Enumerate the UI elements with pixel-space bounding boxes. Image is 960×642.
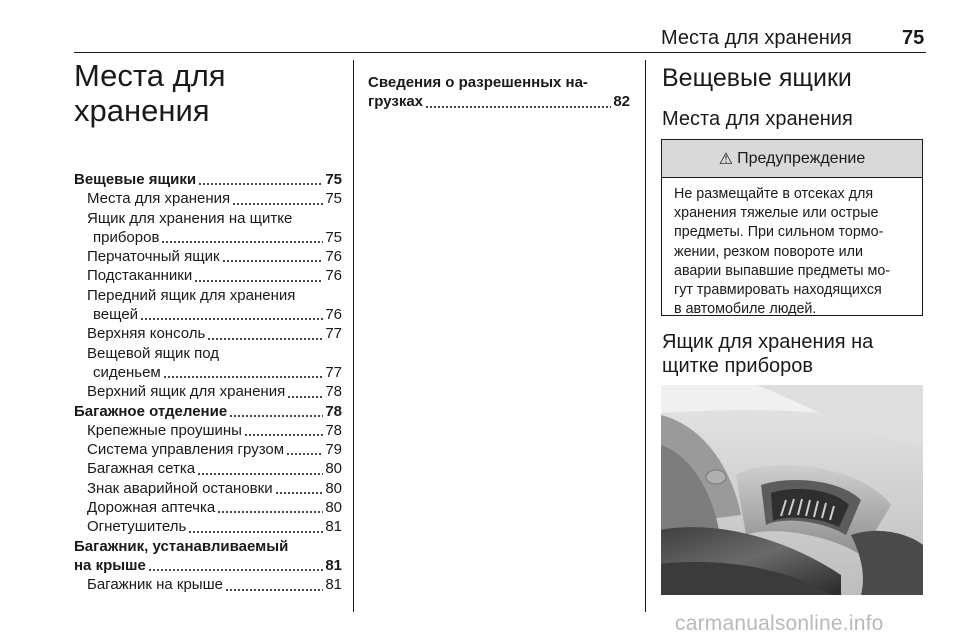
toc-leader-dots: [140, 318, 323, 320]
toc-entry[interactable]: [74, 382, 342, 401]
toc-entry-page: 80: [325, 499, 342, 517]
toc-entry-page: 77: [325, 363, 342, 381]
subsection-title: Места для хранения: [662, 108, 853, 130]
table-of-contents: [74, 170, 342, 595]
toc-entry[interactable]: [74, 479, 342, 498]
toc-leader-dots: [229, 415, 323, 417]
toc-entry[interactable]: [74, 286, 342, 325]
toc-entry[interactable]: [74, 537, 342, 576]
toc-entry-label: Багажник на крыше: [87, 576, 223, 594]
toc-entry-page: 79: [325, 441, 342, 459]
warning-text-line: аварии выпавшие предметы мо-: [674, 262, 891, 279]
warning-box: [661, 139, 923, 316]
warning-text-line: предметы. При сильном тормо-: [674, 224, 884, 241]
toc-entry-page: 78: [325, 421, 342, 439]
toc-entry-page: 76: [325, 306, 342, 324]
toc-entry-page: 75: [325, 228, 342, 246]
toc-entry-label: Багажная сетка: [87, 460, 196, 478]
toc-entry-label: Крепежные проушины: [87, 421, 242, 439]
table-of-contents-continued: [368, 73, 630, 112]
toc-entry-page: 76: [325, 248, 342, 266]
toc-entry[interactable]: [74, 189, 342, 208]
header-page-number: 75: [902, 27, 925, 49]
watermark: carmanualsonline.info: [675, 612, 884, 635]
column-divider: [353, 60, 354, 612]
toc-entry-page: 81: [325, 556, 342, 574]
toc-leader-dots: [198, 183, 323, 185]
warning-triangle-icon: ⚠: [718, 150, 734, 168]
toc-entry[interactable]: [74, 209, 342, 248]
toc-entry-label: Подстаканники: [87, 267, 193, 285]
column-divider: [645, 60, 646, 612]
toc-entry-label: Багажное отделение: [74, 402, 228, 420]
toc-entry-page: 80: [325, 460, 342, 478]
toc-entry[interactable]: [74, 247, 342, 266]
toc-leader-dots: [188, 531, 323, 533]
section-title: Вещевые ящики: [662, 64, 852, 92]
toc-entry-page: 80: [325, 479, 342, 497]
toc-leader-dots: [163, 376, 324, 378]
warning-header: [662, 140, 922, 178]
toc-leader-dots: [161, 241, 323, 243]
toc-entry-label: Система управления грузом: [87, 441, 285, 459]
toc-leader-dots: [207, 338, 323, 340]
toc-entry-label: Багажник, устанавливаемый на крыше 81: [74, 537, 342, 574]
toc-entry-page: 81: [325, 518, 342, 536]
toc-entry[interactable]: [74, 421, 342, 440]
toc-leader-dots: [225, 589, 323, 591]
toc-entry-page: 75: [325, 171, 342, 188]
toc-leader-dots: [217, 511, 323, 513]
toc-leader-dots: [287, 396, 323, 398]
toc-leader-dots: [286, 453, 323, 455]
header-title: Места для хранения: [661, 27, 852, 49]
toc-entry[interactable]: [74, 170, 342, 189]
toc-entry[interactable]: [74, 344, 342, 383]
toc-leader-dots: [222, 260, 324, 262]
toc-entry-label: Верхний ящик для хранения: [87, 383, 286, 401]
toc-entry-page: 82: [613, 93, 630, 111]
toc-entry-label: Дорожная аптечка: [87, 499, 216, 517]
toc-entry-page: 78: [325, 402, 342, 420]
subsection-title-line: щитке приборов: [662, 355, 814, 377]
toc-entry-label: Передний ящик для хранения вещей 76: [87, 286, 342, 324]
toc-entry-page: 81: [325, 576, 342, 594]
toc-leader-dots: [232, 203, 323, 205]
toc-entry[interactable]: [74, 459, 342, 478]
warning-text-line: жении, резком повороте или: [674, 243, 863, 260]
toc-leader-dots: [197, 473, 323, 475]
toc-entry-label: Сведения о разрешенных на- грузках 82: [368, 74, 630, 111]
toc-leader-dots: [275, 492, 324, 494]
toc-entry[interactable]: [74, 498, 342, 517]
toc-entry-label: Ящик для хранения на щитке приборов 75: [87, 209, 342, 246]
warning-title: Предупреждение: [737, 149, 866, 167]
toc-entry-page: 76: [325, 267, 342, 285]
warning-text-line: хранения тяжелые или острые: [674, 205, 879, 222]
toc-entry[interactable]: [74, 440, 342, 459]
warning-text-line: в автомобиле людей.: [674, 301, 817, 318]
toc-entry-page: 75: [325, 190, 342, 208]
header-rule: [74, 52, 926, 53]
toc-entry[interactable]: [74, 402, 342, 421]
subsection-title-line: Ящик для хранения на: [662, 331, 874, 353]
chapter-title: Места для хранения: [74, 58, 226, 128]
toc-entry-label: Верхняя консоль: [87, 325, 206, 343]
toc-entry[interactable]: [74, 517, 342, 536]
toc-entry-label: Перчаточный ящик: [87, 248, 220, 266]
warning-text-line: гут травмировать находящихся: [674, 282, 882, 299]
toc-leader-dots: [425, 106, 611, 108]
toc-leader-dots: [194, 280, 323, 282]
toc-entry[interactable]: [74, 324, 342, 343]
toc-entry-label: Места для хранения: [87, 190, 231, 208]
toc-entry[interactable]: [368, 73, 630, 112]
toc-entry-page: 77: [325, 325, 342, 343]
toc-entry-label: Вещевые ящики: [74, 171, 197, 188]
toc-entry-label: Вещевой ящик под сиденьем 77: [87, 344, 342, 381]
toc-entry-page: 78: [325, 383, 342, 401]
toc-entry[interactable]: [74, 266, 342, 285]
warning-text: [662, 178, 922, 319]
warning-text-line: Не размещайте в отсеках для: [674, 186, 874, 202]
toc-entry-label: Знак аварийной остановки: [87, 479, 273, 497]
toc-leader-dots: [148, 569, 323, 571]
toc-leader-dots: [244, 434, 323, 436]
toc-entry-label: Огнетушитель: [87, 518, 187, 536]
toc-entry[interactable]: [74, 575, 342, 594]
dashboard-storage-illustration: [661, 385, 923, 595]
subsection-title-dashboard-storage: [662, 330, 924, 378]
